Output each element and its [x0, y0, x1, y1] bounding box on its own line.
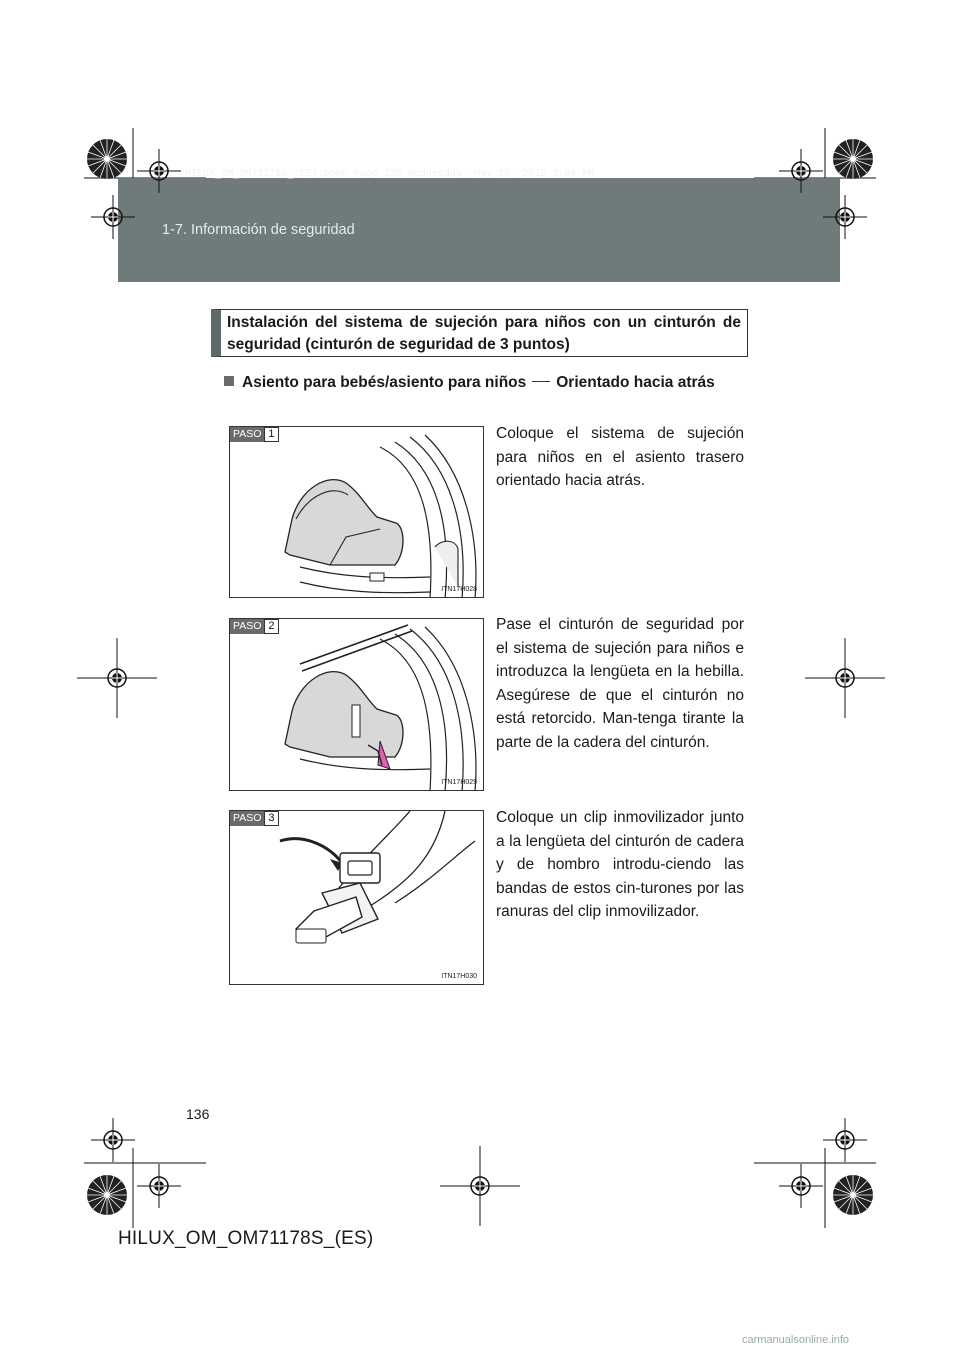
figure-code: ITN17H029: [441, 779, 477, 786]
step-2-label: [230, 619, 279, 634]
step-number: 1: [264, 427, 278, 442]
book-meta: HILUX_OM_OM71178S_(ES).book Page 136 Wednesday, May 16, 2012 3:09 PM: [185, 168, 595, 179]
paso-text: PASO: [230, 427, 264, 442]
figure-code: ITN17H030: [441, 973, 477, 980]
child-seat-illustration: [230, 427, 484, 598]
dash-separator: [532, 381, 550, 382]
step-3-label: [230, 811, 279, 826]
section-heading: Instalación del sistema de sujeción para niños con un cinturón de seguridad (cinturón de seguridad de 3 puntos): [211, 309, 748, 357]
step-3-text: Coloque un clip inmovilizador junto a la lengüeta del cinturón de cadera y de hombro introdu-ciendo las bandas de estos cin-turones por las ranuras del clip inmovilizador.: [496, 809, 744, 920]
sub-heading-left: Asiento para bebés/asiento para niños: [242, 374, 527, 391]
page-number: 136: [186, 1106, 210, 1122]
section-title: 1-7. Información de seguridad: [162, 222, 355, 238]
footer-code: HILUX_OM_OM71178S_(ES): [118, 1228, 374, 1249]
step-number: 2: [264, 619, 278, 634]
sub-heading: [224, 371, 748, 394]
step-1-figure: [229, 426, 484, 598]
step-number: 3: [264, 811, 278, 826]
step-2-text: Pase el cinturón de seguridad por el sistema de sujeción para niños e introduzca la lengüeta en la hebilla. Asegúrese de que el cinturón no está retorcido. Man-tenga tirante la parte de la cadera del cinturón.: [496, 616, 744, 751]
paso-text: PASO: [230, 619, 264, 634]
locking-clip-illustration: [230, 811, 484, 985]
figure-code: ITN17H028: [441, 586, 477, 593]
sub-heading-right: Orientado hacia atrás: [556, 374, 715, 391]
step-3-figure: [229, 810, 484, 985]
belt-routing-illustration: [230, 619, 484, 791]
square-bullet-icon: [224, 376, 234, 386]
paso-text: PASO: [230, 811, 264, 826]
watermark: carmanualsonline.info: [742, 1334, 850, 1346]
step-1-label: [230, 427, 279, 442]
step-2-figure: [229, 618, 484, 791]
step-1-text: Coloque el sistema de sujeción para niños en el asiento trasero orientado hacia atrás.: [496, 425, 744, 489]
